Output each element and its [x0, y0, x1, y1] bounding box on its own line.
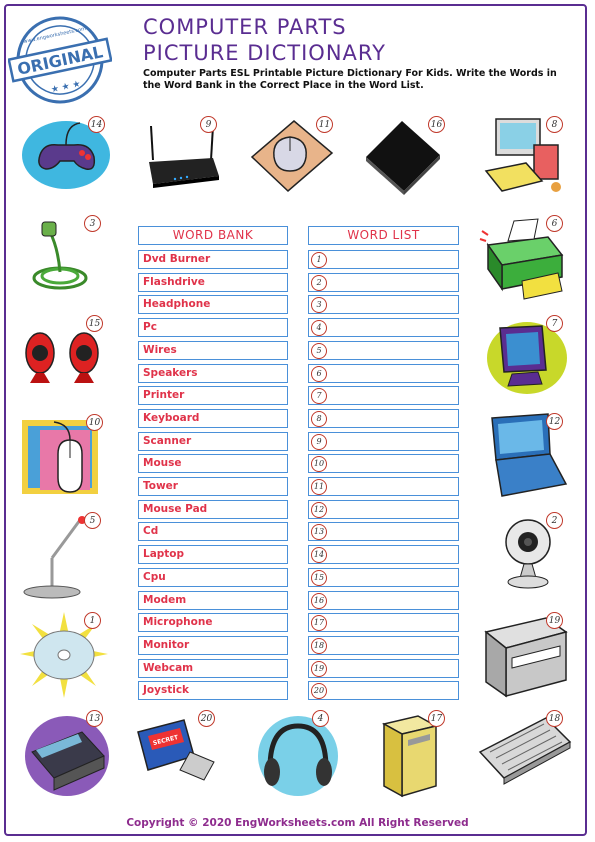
- word-list-answer-field[interactable]: [308, 454, 459, 473]
- word-list-number: 12: [311, 502, 327, 518]
- word-list-answer-field[interactable]: [308, 636, 459, 655]
- picture-number: 6: [546, 215, 563, 232]
- word-list-answer-field[interactable]: [308, 432, 459, 451]
- picture-number: 4: [312, 710, 329, 727]
- picture-number: 7: [546, 315, 563, 332]
- svg-text:★ ★ ★: ★ ★ ★: [50, 79, 82, 96]
- word-list-answer-field[interactable]: [308, 591, 459, 610]
- copyright-footer: Copyright © 2020 EngWorksheets.com All Right Reserved: [126, 817, 469, 829]
- picture-number: 19: [546, 612, 563, 629]
- word-bank-item: Pc: [138, 318, 288, 337]
- word-bank-item: Mouse: [138, 454, 288, 473]
- speakers-icon: [22, 325, 104, 387]
- word-list-answer-field[interactable]: [308, 613, 459, 632]
- picture-number: 8: [546, 116, 563, 133]
- word-list-answer-field[interactable]: [308, 681, 459, 700]
- stamp-ring-text: www.engworksheets.com: [23, 25, 87, 46]
- picture-number: 10: [86, 414, 103, 431]
- page-title: COMPUTER PARTS PICTURE DICTIONARY: [143, 15, 386, 65]
- word-list-number: 17: [311, 615, 327, 631]
- word-list-number: 15: [311, 570, 327, 586]
- picture-number: 11: [316, 116, 333, 133]
- word-list-number: 6: [311, 366, 327, 382]
- picture-number: 12: [546, 413, 563, 430]
- word-list-answer-field[interactable]: [308, 386, 459, 405]
- word-list-number: 5: [311, 343, 327, 359]
- word-bank-item: Webcam: [138, 659, 288, 678]
- word-list-answer-field[interactable]: [308, 409, 459, 428]
- picture-number: 3: [84, 215, 101, 232]
- word-bank-heading: WORD BANK: [138, 226, 288, 245]
- word-list-number: 20: [311, 683, 327, 699]
- stamp-text: ORIGINAL: [15, 42, 105, 79]
- word-list-number: 2: [311, 275, 327, 291]
- word-list-number: 14: [311, 547, 327, 563]
- word-bank-item: Microphone: [138, 613, 288, 632]
- instructions: Computer Parts ESL Printable Picture Dictionary For Kids. Write the Words in the Word Bank in the Correct Place in the Word List.: [143, 68, 557, 91]
- word-list-answer-field[interactable]: [308, 250, 459, 269]
- word-bank-item: Cpu: [138, 568, 288, 587]
- word-list-answer-field[interactable]: [308, 295, 459, 314]
- word-list-number: 19: [311, 661, 327, 677]
- word-bank-item: Wires: [138, 341, 288, 360]
- picture-number: 15: [86, 315, 103, 332]
- word-list-number: 13: [311, 524, 327, 540]
- wires-icon: [30, 218, 90, 293]
- picture-number: 16: [428, 116, 445, 133]
- word-bank-item: Speakers: [138, 364, 288, 383]
- word-list-answer-field[interactable]: [308, 568, 459, 587]
- word-bank-item: Laptop: [138, 545, 288, 564]
- headphone-icon: [256, 712, 340, 800]
- word-bank-item: Scanner: [138, 432, 288, 451]
- word-list-number: 18: [311, 638, 327, 654]
- picture-number: 14: [88, 116, 105, 133]
- word-list-answer-field[interactable]: [308, 659, 459, 678]
- word-list-number: 9: [311, 434, 327, 450]
- word-bank-item: Keyboard: [138, 409, 288, 428]
- picture-number: 9: [200, 116, 217, 133]
- word-bank-item: Modem: [138, 591, 288, 610]
- word-list-number: 7: [311, 388, 327, 404]
- flashdrive-icon: [134, 716, 224, 788]
- word-list-answer-field[interactable]: [308, 341, 459, 360]
- word-list-answer-field[interactable]: [308, 500, 459, 519]
- word-bank-item: Printer: [138, 386, 288, 405]
- word-list-number: 10: [311, 456, 327, 472]
- word-list-number: 4: [311, 320, 327, 336]
- word-list-number: 16: [311, 593, 327, 609]
- word-bank-item: Headphone: [138, 295, 288, 314]
- word-bank-item: Mouse Pad: [138, 500, 288, 519]
- picture-number: 5: [84, 512, 101, 529]
- word-list-number: 1: [311, 252, 327, 268]
- word-bank-item: Monitor: [138, 636, 288, 655]
- word-list-answer-field[interactable]: [308, 477, 459, 496]
- word-bank-item: Joystick: [138, 681, 288, 700]
- picture-number: 1: [84, 612, 101, 629]
- picture-number: 13: [86, 710, 103, 727]
- word-list-answer-field[interactable]: [308, 318, 459, 337]
- picture-number: 18: [546, 710, 563, 727]
- flashdrive-label: SECRET: [152, 734, 179, 748]
- picture-number: 20: [198, 710, 215, 727]
- word-list-answer-field[interactable]: [308, 364, 459, 383]
- word-bank-item: Tower: [138, 477, 288, 496]
- word-list-answer-field[interactable]: [308, 545, 459, 564]
- word-list-heading: WORD LIST: [308, 226, 459, 245]
- original-stamp: [8, 12, 112, 108]
- word-bank-item: Flashdrive: [138, 273, 288, 292]
- word-bank-item: Cd: [138, 522, 288, 541]
- word-list-answer-field[interactable]: [308, 522, 459, 541]
- picture-number: 2: [546, 512, 563, 529]
- word-list-answer-field[interactable]: [308, 273, 459, 292]
- word-list-number: 11: [311, 479, 327, 495]
- word-bank-item: Dvd Burner: [138, 250, 288, 269]
- picture-number: 17: [428, 710, 445, 727]
- word-list-number: 8: [311, 411, 327, 427]
- word-list-number: 3: [311, 297, 327, 313]
